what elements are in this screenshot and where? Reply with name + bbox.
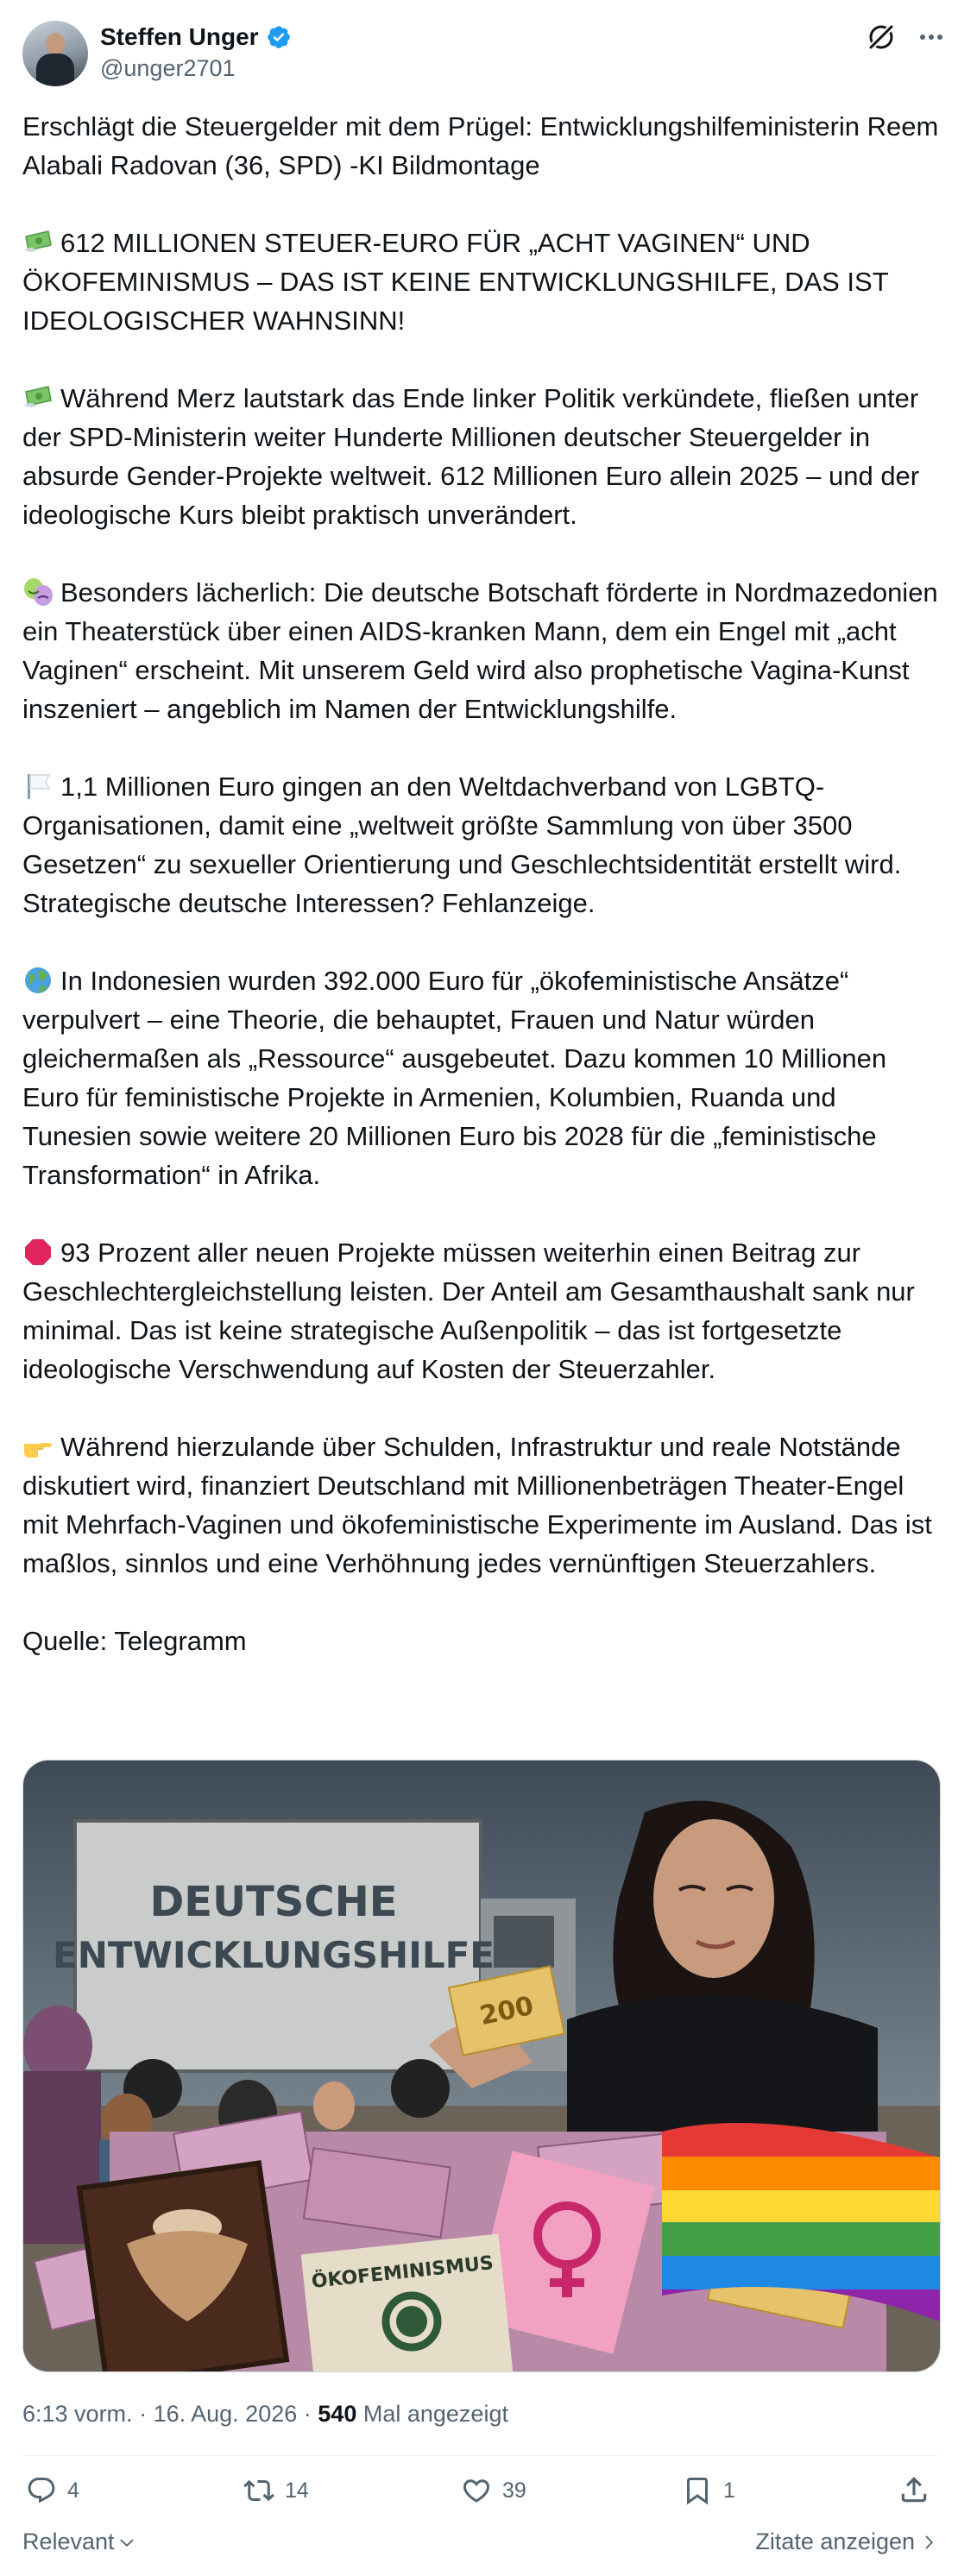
avatar[interactable] xyxy=(22,21,88,86)
performing-arts-icon xyxy=(22,577,54,607)
quotes-label: Zitate anzeigen xyxy=(755,2529,915,2554)
globe-icon xyxy=(22,966,54,995)
divider xyxy=(22,2455,939,2456)
reply-count: 4 xyxy=(67,2478,79,2503)
author-handle[interactable]: @unger2701 xyxy=(100,55,236,81)
view-quotes-link[interactable] xyxy=(755,2529,937,2555)
pointing-hand-icon xyxy=(22,1432,54,1461)
tweet-paragraph: Besonders lächerlich: Die deutsche Botschaft förderte in Nordmazedonien ein Theaterstück über einen AIDS-kranken Mann, dem ein Engel mit „acht Vaginen“ erscheint. Mit unserem Geld wird also prophetische Vagina-Kunst inszeniert – angeblich im Namen der Entwicklungshilfe. xyxy=(22,577,938,724)
bookmark-count: 1 xyxy=(723,2478,735,2503)
banknote-label: 200 xyxy=(476,1990,537,2032)
bookmark-button[interactable] xyxy=(682,2475,735,2506)
like-count: 39 xyxy=(502,2478,526,2503)
tweet-paragraph: Während hierzulande über Schulden, Infrastruktur und reale Notstände diskutiert wird, finanziert Deutschland mit Millionenbeträgen Theater-Engel mit Mehrfach-Vaginen und ökofeministische Experimente im Ausland. Das ist maßlos, sinnlos und eine Verhöhnung jedes vernünftigen Steuerzahlers. xyxy=(22,1432,932,1578)
card-label: ÖKOFEMINISMUS xyxy=(310,2252,495,2294)
money-with-wings-icon xyxy=(22,228,54,257)
more-options-icon[interactable] xyxy=(913,19,949,55)
heart-icon xyxy=(461,2475,492,2506)
tweet-paragraph: Quelle: Telegramm xyxy=(22,1626,247,1656)
reply-icon xyxy=(26,2475,57,2506)
views-label: Mal angezeigt xyxy=(362,2401,508,2427)
tweet-media-image[interactable] xyxy=(22,1760,941,2372)
sort-label: Relevant xyxy=(22,2529,115,2554)
money-with-wings-icon xyxy=(22,383,54,413)
like-button[interactable] xyxy=(461,2475,526,2506)
tweet-paragraph: 612 MILLIONEN STEUER-EURO FÜR „ACHT VAGINEN“ UND ÖKOFEMINISMUS – DAS IST KEINE ENTWICKLUNGSHILFE, DAS IST IDEOLOGISCHER WAHNSINN! xyxy=(22,228,889,336)
tweet-text xyxy=(22,107,939,1660)
author-name-row[interactable] xyxy=(100,22,292,52)
views-count: 540 xyxy=(318,2401,357,2427)
tweet-paragraph: Während Merz lautstark das Ende linker Politik verkündete, fließen unter der SPD-Ministerin weiter Hunderte Millionen deutscher Steuergelder in absurde Gender-Projekte weltweit. 612 Millionen Euro allein 2025 – und der ideologische Kurs bleibt praktisch unverändert. xyxy=(22,383,920,530)
tweet-date[interactable]: 16. Aug. 2026 xyxy=(153,2401,298,2427)
chevron-down-icon xyxy=(118,2534,136,2551)
author-name[interactable]: Steffen Unger xyxy=(100,23,259,50)
tweet-paragraph: 93 Prozent aller neuen Projekte müssen weiterhin einen Beitrag zur Geschlechtergleichstellung leisten. Der Anteil am Gesamthaushalt sank nur minimal. Das ist keine strategische Außenpolitik – das ist fortgesetzte ideologische Verschwendung auf Kosten der Steuerzahler. xyxy=(22,1238,915,1384)
tweet-paragraph: Erschlägt die Steuergelder mit dem Prügel: Entwicklungshilfeministerin Reem Alabali Radovan (36, SPD) -KI Bildmontage xyxy=(22,111,939,180)
reply-button[interactable] xyxy=(26,2475,79,2506)
chevron-right-icon xyxy=(920,2534,937,2551)
banner-line1: DEUTSCHE xyxy=(149,1878,398,1926)
bookmark-icon xyxy=(682,2475,713,2506)
repost-icon xyxy=(243,2475,274,2506)
tweet-time[interactable]: 6:13 vorm. xyxy=(22,2401,133,2427)
tweet-paragraph: 1,1 Millionen Euro gingen an den Weltdachverband von LGBTQ-Organisationen, damit eine „weltweit größte Sammlung von über 3500 Gesetzen“ zu sexueller Orientierung und Geschlechtsidentität erstellt wird. Strategische deutsche Interessen? Fehlanzeige. xyxy=(22,772,902,918)
repost-count: 14 xyxy=(285,2478,309,2503)
stop-sign-icon xyxy=(22,1238,54,1267)
meta-separator: · xyxy=(139,2401,148,2427)
action-bar xyxy=(0,2475,958,2513)
tweet-meta xyxy=(22,2399,508,2428)
meta-separator: · xyxy=(303,2401,312,2427)
white-flag-icon xyxy=(22,772,54,801)
grok-icon[interactable] xyxy=(863,19,899,55)
author-block xyxy=(100,22,292,83)
repost-button[interactable] xyxy=(243,2475,309,2506)
media-illustration xyxy=(23,1760,940,2371)
verified-badge-icon xyxy=(266,24,292,50)
sort-dropdown[interactable] xyxy=(22,2529,136,2555)
banner-line2: ENTWICKLUNGSHILFE xyxy=(53,1934,495,1976)
share-icon[interactable] xyxy=(898,2473,930,2506)
tweet-paragraph: In Indonesien wurden 392.000 Euro für „ökofeministische Ansätze“ verpulvert – eine Theorie, die behauptet, Frauen und Natur würden gleichermaßen als „Ressource“ ausgebeutet. Dazu kommen 10 Millionen Euro für feministische Projekte in Armenien, Kolumbien, Ruanda und Tunesien sowie weitere 20 Millionen Euro bis 2028 für die „feministische Transformation“ in Afrika. xyxy=(22,966,887,1190)
